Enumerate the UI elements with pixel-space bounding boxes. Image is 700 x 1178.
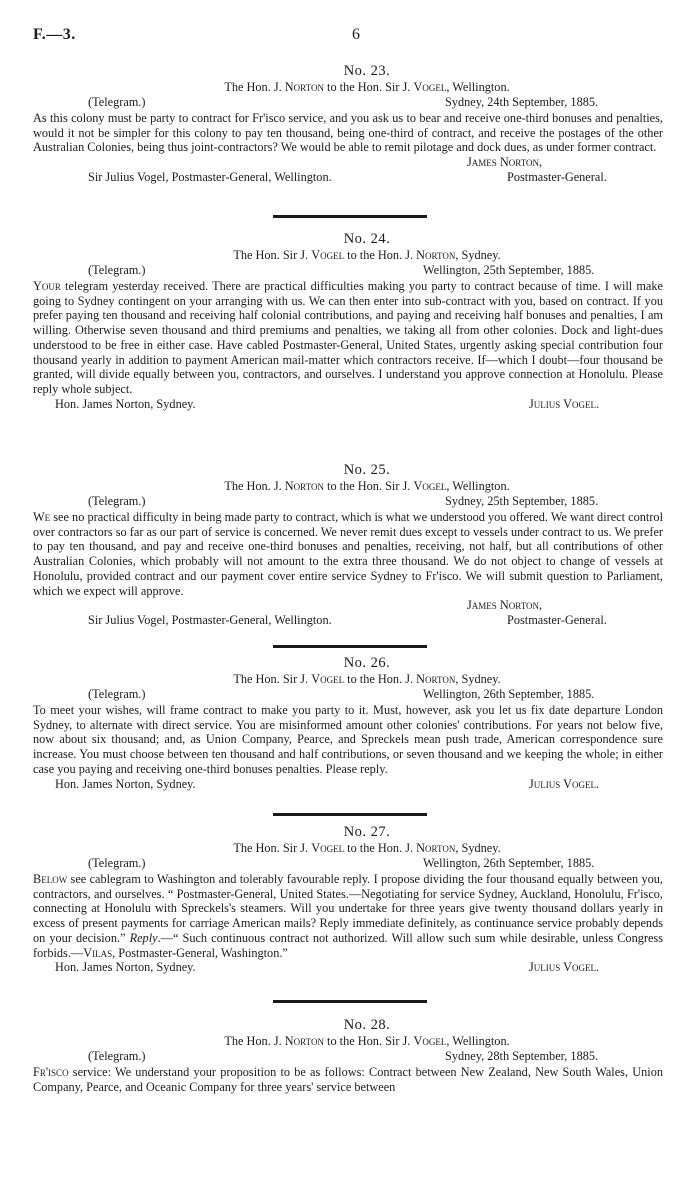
message-title: The Hon. J. Norton to the Hon. Sir J. Vogel, Wellington. [224, 1034, 510, 1048]
signature-line [33, 397, 663, 412]
place-date: Sydney, 28th September, 1885. [445, 1049, 599, 1063]
message-meta [33, 687, 663, 702]
place-date: Wellington, 26th September, 1885. [423, 856, 595, 870]
message-27 [33, 823, 663, 975]
section-divider [273, 1000, 427, 1003]
message-body: To meet your wishes, will frame contract to make you party to it. Must, however, ask you let us fix date departure London Sydney, to alternate with direct service. You are misinformed amount other colonies' contributions. For years not below five, now about six thousand; and, as Union Company, Pearce, and Spreckels mean push trade, American correspondence sure increase. You must choose between ten thousand and half contributions, or seven thousand and we keeping the whole; in either case you paying and receiving one-third bonuses penalties. Please reply. [33, 703, 663, 776]
message-meta [33, 1049, 663, 1064]
message-23 [33, 62, 663, 184]
message-number: No. 25. [343, 462, 391, 478]
message-24 [33, 230, 663, 411]
message-number: No. 26. [343, 655, 391, 671]
message-body: Your telegram yesterday received. There are practical difficulties making you party to contract because of time. I will make going to Sydney contingent on your arranging with us. We can then enter into sub-contract with you, based on contract. If you prefer paying ten thousand and receiving half colonial contributions, and paying and receiving half bonuses and penalties, I am willing. Otherwise seven thousand and third premiums and penalties, we taking all from other colonies. Dock and light-dues understood to be free in either case. Have cabled Postmaster-General, United States, urgently asking special contribution four thousand yearly in addition to payment American mail-matter which contractors receive. If—which I doubt—four thousand be granted, will divide equally between you, contractors, and ourselves. I understand you approve connection at Honolulu. Please reply whole subject. [33, 279, 663, 396]
signer-title: Postmaster-General. [507, 169, 607, 184]
signature-line [33, 613, 663, 628]
message-meta [33, 95, 663, 110]
signer-title: Postmaster-General. [507, 612, 607, 627]
message-kind: (Telegram.) [88, 95, 146, 109]
message-body: As this colony must be party to contract for Fr'isco service, and you ask us to bear and receive one-third bonuses and penalties, would it not be simpler for this colony to pay ten thousand, being one-third of contract, and receive the postages of the other Australian Colonies, being thus joint-contractors? We would be able to remit pilotage and dock dues, as under former contract. [33, 111, 663, 155]
signer-name: James Norton, [467, 155, 543, 170]
message-number: No. 24. [343, 231, 391, 247]
message-body: Fr'isco service: We understand your proposition to be as follows: Contract between New Zealand, New South Wales, Union Company, Pearce, and Oceanic Company for three years' service between [33, 1065, 663, 1094]
message-title: The Hon. J. Norton to the Hon. Sir J. Vogel, Wellington. [224, 80, 510, 94]
message-number: No. 28. [343, 1017, 391, 1033]
document-reference: F.—3. [33, 26, 76, 43]
message-28 [33, 1016, 663, 1094]
signature-line [33, 777, 663, 792]
message-body: Below see cablegram to Washington and tolerably favourable reply. I propose dividing the four thousand equally between you, contractors, and ourselves. “ Postmaster-General, United States.—Negotiating for service Sydney, Auckland, Honolulu, Fr'isco, connecting at Honolulu with Spreckels's steamers. Will you undertake for three years give twenty thousand dollars yearly in excess of present payments for carriage American mails? Reply immediate definitely, as continuance service probably depends on your decision.” Reply.—“ Such continuous contract not authorized. Will allow such sum while desirable, unless Congress forbids.—Vilas, Postmaster-General, Washington.” [33, 872, 663, 960]
message-25 [33, 461, 663, 628]
message-kind: (Telegram.) [88, 494, 146, 508]
signer-name: Julius Vogel. [529, 396, 600, 411]
message-kind: (Telegram.) [88, 1049, 146, 1063]
message-title: The Hon. Sir J. Vogel to the Hon. J. Norton, Sydney. [233, 248, 501, 262]
place-date: Sydney, 24th September, 1885. [445, 95, 599, 109]
signature-line [33, 170, 663, 185]
signature-line [33, 598, 663, 613]
page-number: 6 [352, 26, 360, 43]
signer-name: Julius Vogel. [529, 776, 600, 791]
message-title: The Hon. Sir J. Vogel to the Hon. J. Norton, Sydney. [233, 841, 501, 855]
addressee: Hon. James Norton, Sydney. [55, 776, 196, 791]
message-title: The Hon. Sir J. Vogel to the Hon. J. Norton, Sydney. [233, 672, 501, 686]
addressee: Hon. James Norton, Sydney. [55, 396, 196, 411]
section-divider [273, 645, 427, 648]
message-body: We see no practical difficulty in being made party to contract, which is what we understood you offered. We want direct control over contractors so far as our part of service is concerned. We never remit dues except to vessels under contract to us. We prefer to pay ten thousand, and pay and receive one-third bonuses and penalties, receiving, not half, but all contributions of other Australian Colonies, which probably will not amount to the extra three thousand. We do not object to change of vessels at Honolulu, provided contract and our payment cover entire service Sydney to Fr'isco. We will submit question to Parliament, which we expect will approve. [33, 510, 663, 598]
signer-name: James Norton, [467, 598, 543, 613]
signature-line [33, 960, 663, 975]
message-kind: (Telegram.) [88, 856, 146, 870]
signature-line [33, 155, 663, 170]
section-divider [273, 215, 427, 218]
message-meta [33, 494, 663, 509]
addressee: Sir Julius Vogel, Postmaster-General, Wellington. [88, 169, 332, 184]
place-date: Wellington, 25th September, 1885. [423, 263, 595, 277]
signer-name: Julius Vogel. [529, 960, 600, 975]
message-kind: (Telegram.) [88, 263, 146, 277]
message-26 [33, 654, 663, 791]
place-date: Sydney, 25th September, 1885. [445, 494, 599, 508]
message-title: The Hon. J. Norton to the Hon. Sir J. Vogel, Wellington. [224, 479, 510, 493]
message-meta [33, 856, 663, 871]
message-number: No. 23. [343, 63, 391, 79]
message-meta [33, 263, 663, 278]
addressee: Hon. James Norton, Sydney. [55, 960, 196, 975]
section-divider [273, 813, 427, 816]
message-kind: (Telegram.) [88, 687, 146, 701]
addressee: Sir Julius Vogel, Postmaster-General, Wellington. [88, 612, 332, 627]
page-header [0, 26, 700, 46]
message-number: No. 27. [343, 824, 391, 840]
place-date: Wellington, 26th September, 1885. [423, 687, 595, 701]
